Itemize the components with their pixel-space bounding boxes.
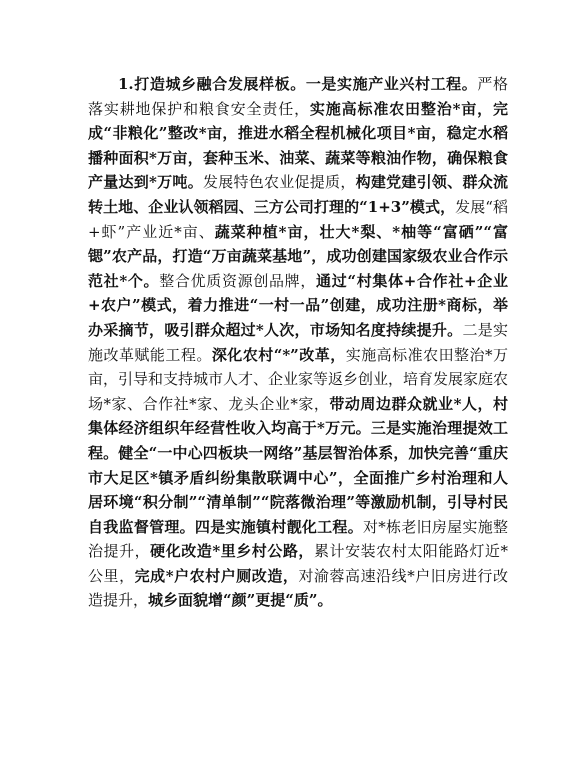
text-segment: 严格落实耕地保护和粮食安全责任，: [88, 75, 508, 118]
text-segment: 深化农村“*”改革，: [211, 345, 346, 364]
text-segment: 1.打造城乡融合发展样板。: [118, 75, 306, 93]
text-segment: 蔬菜种植*亩，壮大*梨、*柚等“富硒”“富锶”农产品，打造“万亩蔬菜基地”，成功创建国家级农业合作示范社*个。: [88, 222, 508, 290]
text-segment: 实施高标准农田整治*万亩，引导和支持城市人才、企业家等返乡创业，培育发展家庭农场*家、合作社*家、龙头企业*家，: [88, 345, 509, 413]
document-body: [88, 72, 508, 613]
text-segment: 对*栋老旧房屋实施整治提升，: [88, 517, 508, 561]
text-segment: 通过“村集体+合作社+企业+农户”模式，着力推进“一村一品”创建，成功注册*商标，举办采摘节，吸引群众超过*人次，市场知名度持续提升。: [88, 271, 508, 339]
text-segment: 对渝蓉高速沿线*户旧房进行改造提升，: [88, 566, 508, 610]
text-segment: 硬化改造*里乡村公路，: [150, 542, 314, 561]
text-segment: 二是实施改革赋能工程。: [88, 320, 508, 364]
text-segment: 带动周边群众就业*人，村集体经济组织年经营性收入均高于*万元。三是实施治理提效工程。健全“一中心四板块一网络”基层智治体系，加快完善“重庆市大足区*镇矛盾纠纷集散联调中心”，全面推广乡村治理和人居环境“积分制”“清单制”“院落微治理”等激励机制，引导村民自我监督管理。四是实施镇村靓化工程。: [88, 394, 508, 536]
text-segment: 完成*户农村户厕改造，: [134, 566, 299, 585]
text-segment: 实施高标准农田整治*亩，完成“非粮化”整改*亩，推进水稻全程机械化项目*亩，稳定水稻播种面积*万亩，套种玉米、油菜、蔬菜等粮油作物，确保粮食产量达到*万吨。: [88, 99, 508, 192]
text-segment: 一是实施产业兴村工程。: [305, 75, 478, 93]
text-segment: 城乡面貌增“颜”更提“质”。: [148, 591, 333, 610]
text-segment: 累计安装农村太阳能路灯近*公里，: [88, 542, 508, 585]
text-segment: 发展“稻+虾”产业近*亩、: [88, 197, 509, 241]
text-segment: 发展特色农业促提质，: [202, 173, 356, 192]
body-paragraph: [88, 72, 508, 613]
text-segment: 构建党建引领、群众流转土地、企业认领稻园、三方公司打理的“1+3”模式，: [88, 173, 508, 216]
text-segment: 整合优质资源创品牌，: [159, 271, 317, 290]
